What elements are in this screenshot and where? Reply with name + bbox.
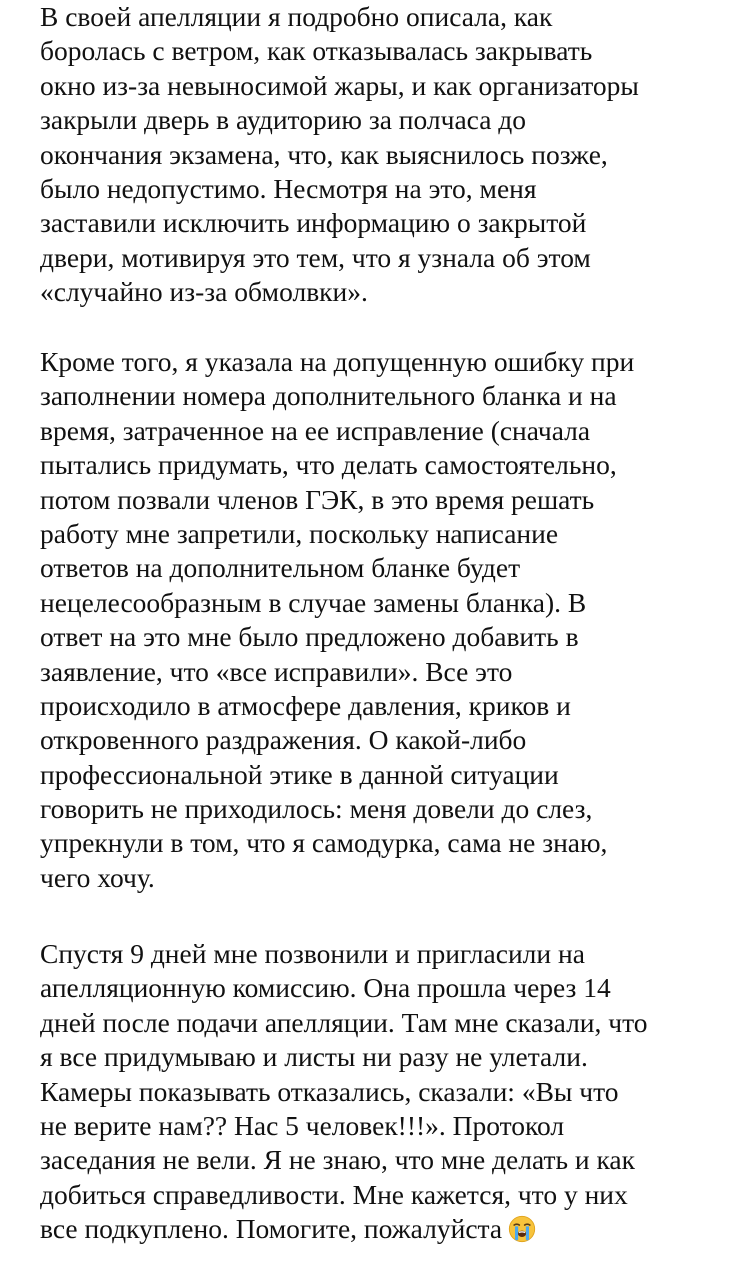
paragraph-form-error [40,345,634,895]
text-line: Кроме того, я указала на допущенную ошибку при [40,346,635,377]
text-line: время, затраченное на ее исправление (сначала [40,414,591,446]
text-line: дней после подачи апелляции. Там мне сказали, что [40,1006,648,1038]
text-line: работу мне запретили, поскольку написание [40,517,559,549]
text-line: я все придумываю и листы ни разу не улетали. [40,1041,588,1073]
text-line-last [40,1212,648,1246]
text-line: профессиональной этике в данной ситуации [40,758,559,790]
text-line: не верите нам?? Нас 5 человек!!!». Протокол [40,1109,565,1141]
text-line: чего хочу. [40,861,155,893]
text-line: происходило в атмосфере давления, криков и [40,689,571,721]
text-line: двери, мотивируя это тем, что я узнала об этом [40,241,591,273]
paragraph-commission [40,937,648,1247]
text-line: ответ на это мне было предложено добавить в [40,621,579,653]
paragraph-appeal [40,0,639,310]
text-line: окно из-за невыносимой жары, и как организаторы [40,69,639,101]
text-line: Камеры показывать отказались, сказали: «Вы что [40,1075,619,1107]
text-line: заседания не вели. Я не знаю, что мне делать и как [40,1144,635,1176]
text-line: потом позвали членов ГЭК, в это время решать [40,483,595,515]
loudly-crying-face-emoji-icon [508,1215,536,1243]
text-line: заявление, что «все исправили». Все это [40,655,513,687]
text-line: апелляционную комиссию. Она прошла через 14 [40,972,611,1004]
text-line: «случайно из-за обмолвки». [40,276,368,308]
text-line: говорить не приходилось: меня довели до слез, [40,793,593,825]
text-line: нецелесообразным в случае замены бланка). В [40,586,587,618]
text-line: ответов на дополнительном бланке будет [40,552,521,584]
text-line: добиться справедливости. Мне кажется, что у них [40,1178,628,1210]
last-line-text: все подкуплено. Помогите, пожалуйста [40,1213,503,1245]
text-line: В своей апелляции я подробно описала, как [40,1,553,32]
text-line: заставили исключить информацию о закрытой [40,207,587,239]
text-line: было недопустимо. Несмотря на это, меня [40,172,537,204]
text-line: заполнении номера дополнительного бланка и на [40,380,617,412]
text-line: закрыли дверь в аудиторию за полчаса до [40,104,527,136]
text-line: боролась с ветром, как отказывалась закрывать [40,35,593,67]
text-line: пытались придумать, что делать самостоятельно, [40,449,617,481]
text-line: откровенного раздражения. О какой-либо [40,724,527,756]
text-line: окончания экзамена, что, как выяснилось позже, [40,138,608,170]
text-line: упрекнули в том, что я самодурка, сама не знаю, [40,827,608,859]
text-line: Спустя 9 дней мне позвонили и пригласили на [40,938,585,969]
